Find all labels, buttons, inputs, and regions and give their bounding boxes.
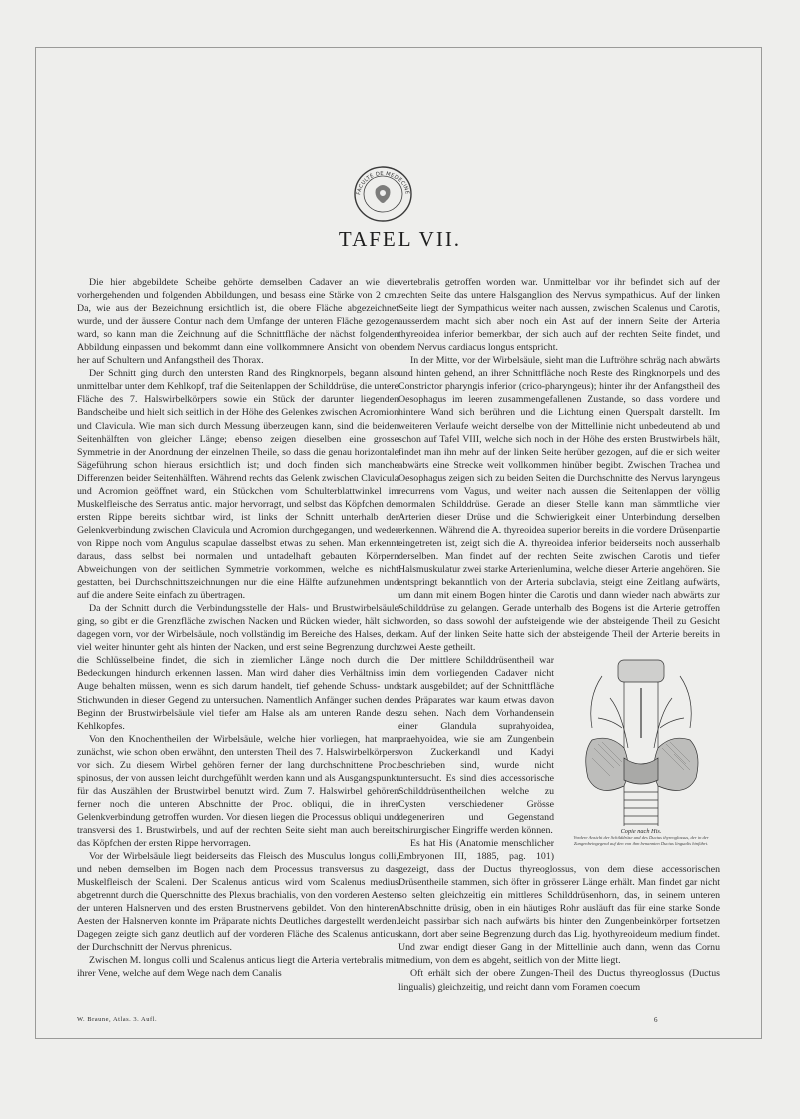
text-column-left — [77, 276, 399, 1011]
paragraph: Von den Knochentheilen der Wirbelsäule, welche hier vorliegen, hat man zunächst, wie schon oben erwähnt, den untersten Theil des 7. Halswirbelkörpers vor sich. Zu diesem Wirbel gehören ferner der lang durchschnittene Proc. spinosus, der von aussen leicht durchgefühlt werden kann und als Ausgangspunkt für das Auszählen der Brustwirbel benutzt wird. Zum 7. Halswirbel gehören ferner noch die unteren Abschnitte der Proc. obliqui, die in ihrer Gelenkverbindung getroffen wurden. Vor diesen liegen die Processus obliqui und transversi des 1. Brustwirbels, und auf der rechten Seite sieht man auch bereits das Köpfchen der ersten Rippe hervorragen. — [77, 733, 399, 850]
page-number: 6 — [654, 1016, 658, 1024]
paragraph: In der Mitte, vor der Wirbelsäule, sieht man die Luftröhre schräg nach abwärts und hinten gehend, an ihrer Schnittfläche noch Reste des Ringknorpels und des Constrictor pharyngis inferior (crico-pharyngeus); hinter ihr der Anfangstheil des Oesophagus im leeren zusammengefallenen Zustande, so dass vordere und hintere Wand sich berühren und die Lichtung einen Querspalt darstellt. Im weiteren Verlaufe weicht derselbe von der Mittellinie nicht unbedeutend ab und schon auf Tafel VIII, welche sich noch in der Höhe des ersten Brustwirbels hält, findet man ihn mehr auf der linken Seite herüber gezogen, auf die er sich weiter abwärts eine Strecke weit vollkommen hinüber begibt. Zwischen Trachea und Oesophagus zeigen sich zu beiden Seiten die Durchschnitte des Nervus laryngeus recurrens vom Vagus, und weiter nach aussen die Seitenlappen der völlig normalen Schilddrüse. Gerade an dieser Stelle kann man sämmtliche vier Arterien dieser Drüse und die Schwierigkeit einer Unterbindung derselben erkennen. Während die A. thyreoidea superior bereits in die vordere Drüsenpartie eingetreten ist, zeigt sich die A. thyreoidea inferior beiderseits noch ausserhalb derselben. Man findet auf der rechten Seite zwischen Carotis und tiefer Halsmuskulatur zwei starke Arterienlumina, welche dieser Arterie angehören. Sie entspringt bekanntlich von der Arteria subclavia, steigt eine Zeitlang aufwärts, um dann mit einem Bogen hinter die Carotis und dann wieder nach abwärts zur Schilddrüse zu gelangen. Gerade unterhalb des Bogens ist die Arterie getroffen worden, so dass sowohl der aufsteigende wie der absteigende Theil zu Gesicht kam. Auf der linken Seite hatte sich der absteigende Theil der Arterie bereits in zwei Aeste getheilt. — [398, 355, 720, 654]
paragraph: Der mittlere Schilddrüsentheil war in dem vorliegenden Cadaver nicht stark ausgebildet; auf der Schnittfläche des Präparates war kaum etwas davon zu sehen. Nach dem Vorhandensein einer Glandula suprahyoidea, praehyoidea, wie sie am Zungenbein von Zuckerkandl und Kadyi beschrieben sind, wurde nicht untersucht. Es sind dies accessorische Schilddrüsentheilchen welche zu Cysten verschiedener Grösse degeneriren und Gegenstand chirurgischer Eingriffe werden können. — [398, 655, 554, 836]
paragraph: Zwischen M. longus colli und Scalenus anticus liegt die Arteria vertebralis mit ihrer Vene, welche auf dem Wege nach dem Canalis — [77, 955, 399, 980]
plate-title: TAFEL VII. — [338, 227, 462, 251]
figure-caption: Copie nach His. — [620, 828, 662, 836]
paragraph: Der Schnitt ging durch den untersten Rand des Ringknorpels, begann also unmittelbar unter dem Kehlkopf, traf die Seitenlappen der Schilddrüse, die untere Fläche des 7. Halswirbelkörpers sowie ein Stück der darunter liegenden Bandscheibe und hielt sich seitlich in der Höhe des Gelenkes zwischen Acromion und Clavicula. Wie man sich durch Messung überzeugen kann, sind die beiden Seitenhälften von gleicher Länge; ebenso zeigen dieselben eine grosse Symmetrie in der Anordnung der einzelnen Theile, so dass die genau horizontale Sägeführung schon hieraus ersichtlich ist; und doch finden sich manche Differenzen beider Seitenhälften. Während rechts das Gelenk zwischen Clavicula und Acromion geöffnet ward, ein Stückchen vom Schulterblattwinkel im Muskelfleische des Serratus antic. major hervorragt, und selbst das Köpfchen der ersten Rippe bereits sichtbar wird, ist links der Schnitt unterhalb der Gelenkverbindung zwischen Clavicula und Acromion durchgegangen, und weder von Rippe noch vom Angulus scapulae dasselbst etwas zu sehen. Man erkennt daraus, dass selbst bei normalen und untadelhaft gebauten Körpern Abweichungen von der seitlichen Symmetrie vorkommen, welche es nicht gestatten, bei Durchschnittszeichnungen nur die eine Hälfte aufzunehmen und auf die andere Seite einfach zu übertragen. — [77, 368, 399, 602]
paragraph: Die hier abgebildete Scheibe gehörte demselben Cadaver an wie die vorhergehenden und folgenden Abbildungen, und besass eine Stärke von 2 cm. Da, wie aus der Bezeichnung ersichtlich ist, die obere Fläche abgezeichnet wurde, und der äussere Contur nach dem Umfange der unteren Fläche gezogen ward, so kann man die Zeichnung auf die Schnittfläche der nächst folgenden Abbildung einpassen und bekommt dann eine vollkommnere Ansicht von oben her auf Schultern und Anfangstheil des Thorax. — [77, 277, 399, 367]
paragraph: Da der Schnitt durch die Verbindungsstelle der Hals- und Brustwirbelsäule ging, so gibt er die Grenzfläche zwischen Nacken und Rücken wieder, hält sich dagegen vorn, vor der Wirbelsäule, noch vollständig im Bereiche des Halses, der viel weiter hinunter geht als hinten der Nacken, und erst seine Begrenzung durch die Schlüsselbeine findet, die sich in ziemlicher Länge noch durch die Bedeckungen hindurch erkennen lassen. Man wird daher dies Verhältniss im Auge behalten müssen, wenn es sich darum handelt, tief gehende Schuss- und Stichwunden in dieser Gegend zu untersuchen. Namentlich Anfänger suchen den Beginn der Brustwirbelsäule viel tiefer am Halse als am unteren Rande des Kehlkopfes. — [77, 603, 399, 732]
text-column-right — [398, 276, 720, 1021]
paragraph: Es hat His (Anatomie menschlicher Embryonen III, 1885, pag. 101) gezeigt, dass der Ductus thyreoglossus, von dem diese accessorischen Drüsentheile stammen, sich öfter in grösserer Länge erhält. Man findet gar nicht so selten gleichzeitig ein mittleres Schilddrüsenhorn, das, in seinem unteren Abschnitte drüsig, oben in ein häutiges Rohr ausläuft das für eine starke Sonde leicht passirbar sich nach aufwärts bis hinter den Zungenbeinkörper fortsetzen kann, dort aber seine Begrenzung durch das Lig. hyothyreoideum medium findet. Und zwar endigt dieser Gang in der Mittellinie auch dann, wenn das Cornu medium, von dem es abgeht, seitlich von der Mitte liegt. — [398, 838, 720, 967]
thyroid-illustration — [562, 658, 720, 828]
paragraph: Vor der Wirbelsäule liegt beiderseits das Fleisch des Musculus longus colli, und neben demselben im Bogen nach dem Processus transversus zu das Muskelfleisch der Scaleni. Der Scalenus anticus wird vom Scalenus medius abgetrennt durch die Querschnitte des Plexus brachialis, von den vorderen Aesten der unteren Halsnerven und des ersten Brustnervens gebildet. Von den hinteren Aesten der Halsnerven konnte im Präparate nichts Deutliches dargestellt werden. Dagegen zeigte sich ganz deutlich auf der vorderen Fläche des Scalenus anticus der Durchschnitt der Nervus phrenicus. — [77, 851, 399, 954]
figure-description: Vordere Ansicht der Schilddrüse und des Ductus thyreoglossus, der in der Zungenbeingegend auf den von ihm benannten Ductus lingualis hinführt. — [573, 835, 709, 846]
stamp-text: FACULTÉ DE MEDECINE — [356, 170, 410, 196]
paragraph: Oft erhält sich der obere Zungen-Theil des Ductus thyreoglossus (Ductus lingualis) gleichzeitig, und reicht dann vom Foramen coecum — [398, 968, 720, 993]
paragraph: vertebralis getroffen worden war. Unmittelbar vor ihr befindet sich auf der rechten Seite das untere Halsganglion des Nervus sympathicus. Auf der linken Seite liegt der Sympathicus weiter nach aussen, zwischen Scalenus und Carotis, ausserdem macht sich aber noch ein Ast auf der innern Seite der Arteria thyreoidea inferior bemerkbar, der sich auch auf der rechten Seite findet, und dem Nervus cardiacus longus entspricht. — [398, 277, 720, 354]
library-stamp — [352, 163, 414, 225]
thyroid-figure — [562, 658, 720, 854]
footer-citation: W. Braune, Atlas. 3. Aufl. — [77, 1016, 158, 1023]
